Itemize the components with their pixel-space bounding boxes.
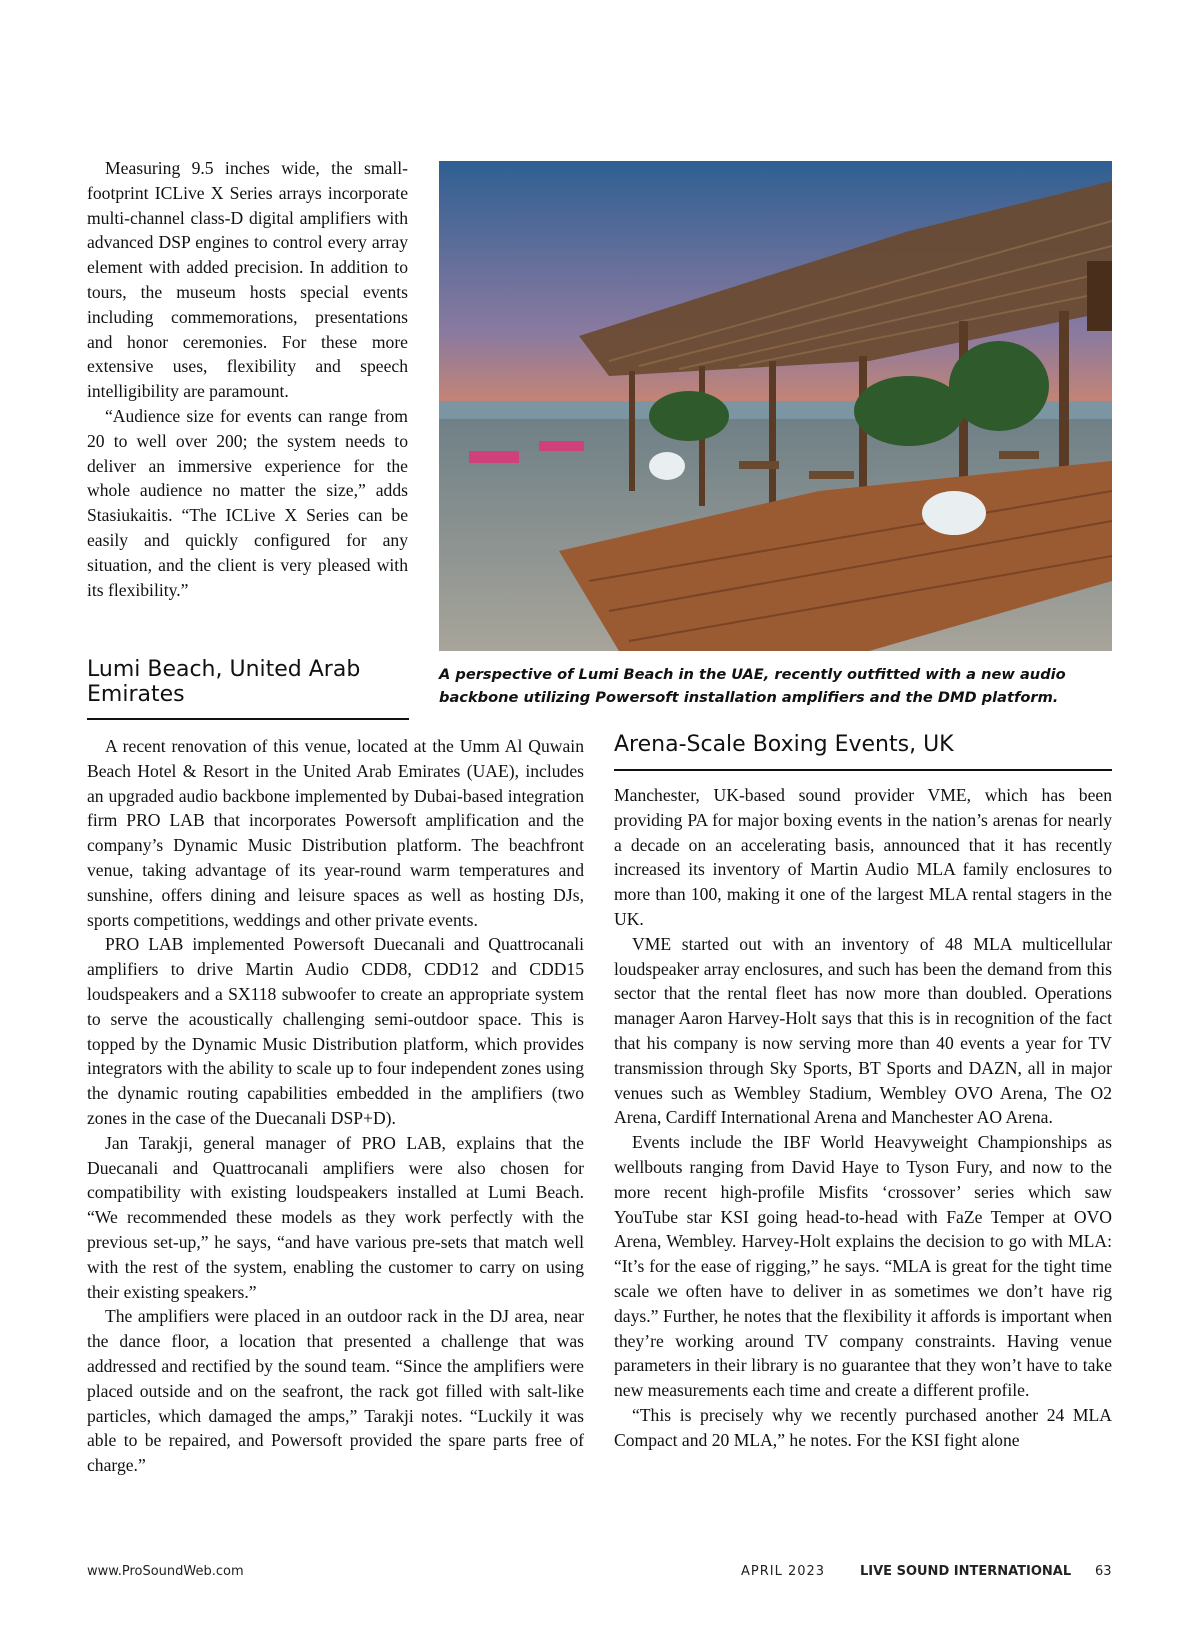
lumi-beach-column [87, 734, 584, 1478]
footer-magazine-name: LIVE SOUND INTERNATIONAL [860, 1564, 1072, 1579]
lumi-paragraph-2: PRO LAB implemented Powersoft Duecanali and Quattrocanali amplifiers to drive Martin Audio CDD8, CDD12 and CDD15 loudspeakers and a SX118 subwoofer to create an appropriate system to serve the acoustically challenging semi-outdoor space. This is topped by the Dynamic Music Distribution platform, which provides integrators with the ability to scale up to four independent zones using the dynamic routing capabilities embedded in the amplifiers (two zones in the case of the Duecanali DSP+D). [87, 934, 584, 1128]
arena-paragraph-1: Manchester, UK-based sound provider VME, which has been providing PA for major boxing events in the nation’s arenas for nearly a decade on an accelerating basis, announced that it has recently increased its inventory of Martin Audio MLA family enclosures to more than 100, making it one of the largest MLA rental stagers in the UK. [614, 785, 1112, 929]
section-heading-lumi-beach: Lumi Beach, United Arab Emirates [87, 657, 361, 707]
lumi-paragraph-1: A recent renovation of this venue, located at the Umm Al Quwain Beach Hotel & Resort in the United Arab Emirates (UAE), includes an upgraded audio backbone implemented by Dubai-based integration firm PRO LAB that incorporates Powersoft amplification and the company’s Dynamic Music Distribution platform. The beachfront venue, taking advantage of its year-round warm temperatures and sunshine, offers dining and leisure spaces as well as hosting DJs, sports competitions, weddings and other private events. [87, 736, 584, 930]
lumi-paragraph-3: Jan Tarakji, general manager of PRO LAB, explains that the Duecanali and Quattrocanali amplifiers were also chosen for compatibility with existing loudspeakers installed at Lumi Beach. “We recommended these models as they work perfectly with the previous set-up,” he says, “and have various pre-sets that match well with the rest of the system, enabling the customer to carry on using their existing speakers.” [87, 1132, 584, 1302]
heading-rule-arena [614, 769, 1112, 771]
section-heading-arena-boxing: Arena-Scale Boxing Events, UK [614, 732, 954, 757]
lumi-beach-photo [439, 161, 1112, 651]
arena-paragraph-2: VME started out with an inventory of 48 MLA multicellular loudspeaker array enclosures, and such has been the demand from this sector that the rental fleet has now more than doubled. Operations manager Aaron Harvey-Holt says that this is in recognition of the fact that his company is now serving more than 40 events a year for TV transmission through Sky Sports, BT Sports and DAZN, all in major venues such as Wembley Stadium, Wembley OVO Arena, The O2 Arena, Cardiff International Arena and Manchester AO Arena. [614, 933, 1112, 1128]
photo-caption: A perspective of Lumi Beach in the UAE, recently outfitted with a new audio backbone utilizing Powersoft installation amplifiers and the DMD platform. [439, 666, 1066, 706]
footer-page-number: 63 [1095, 1564, 1112, 1579]
footer-website: www.ProSoundWeb.com [87, 1564, 244, 1579]
intro-paragraph-1: Measuring 9.5 inches wide, the small-footprint ICLive X Series arrays incorporate multi-channel class-D digital amplifiers with advanced DSP engines to control every array element with added precision. In addition to tours, the museum hosts special events including commemorations, presentations and honor ceremonies. For these more extensive uses, flexibility and speech intelligibility are paramount. [87, 158, 408, 402]
arena-paragraph-3: Events include the IBF World Heavyweight Championships as wellbouts ranging from David Haye to Tyson Fury, and now to the more recent high-profile Misfits ‘crossover’ series which saw YouTube star KSI going head-to-head with FaZe Temper at OVO Arena, Wembley. Harvey-Holt explains the decision to go with MLA: “It’s for the ease of rigging,” he says. “MLA is great for the tight time scale we often have to deliver in as sometimes we don’t have rig days.” Further, he notes that the flexibility it affords is important when they’re working around TV company constraints. Having venue parameters in their library is no guarantee that they won’t have to take new measurements each time and create a different profile. [614, 1132, 1112, 1401]
heading-rule-lumi [87, 718, 409, 720]
arena-paragraph-4: “This is precisely why we recently purchased another 24 MLA Compact and 20 MLA,” he notes. For the KSI fight alone [614, 1404, 1112, 1450]
intro-paragraph-2: “Audience size for events can range from 20 to well over 200; the system needs to deliver an immersive experience for the whole audience no matter the size,” adds Stasiukaitis. “The ICLive X Series can be easily and quickly configured for any situation, and the client is very pleased with its flexibility.” [87, 405, 408, 600]
intro-column [87, 156, 408, 602]
arena-boxing-column [614, 783, 1112, 1453]
footer-issue-date: APRIL 2023 [741, 1564, 826, 1579]
lumi-paragraph-4: The amplifiers were placed in an outdoor rack in the DJ area, near the dance floor, a location that presented a challenge that was addressed and rectified by the sound team. “Since the amplifiers were placed outside and on the seafront, the rack got filled with salt-like particles, which damaged the amps,” Tarakji notes. “Luckily it was able to be repaired, and Powersoft provided the spare parts free of charge.” [87, 1306, 584, 1476]
